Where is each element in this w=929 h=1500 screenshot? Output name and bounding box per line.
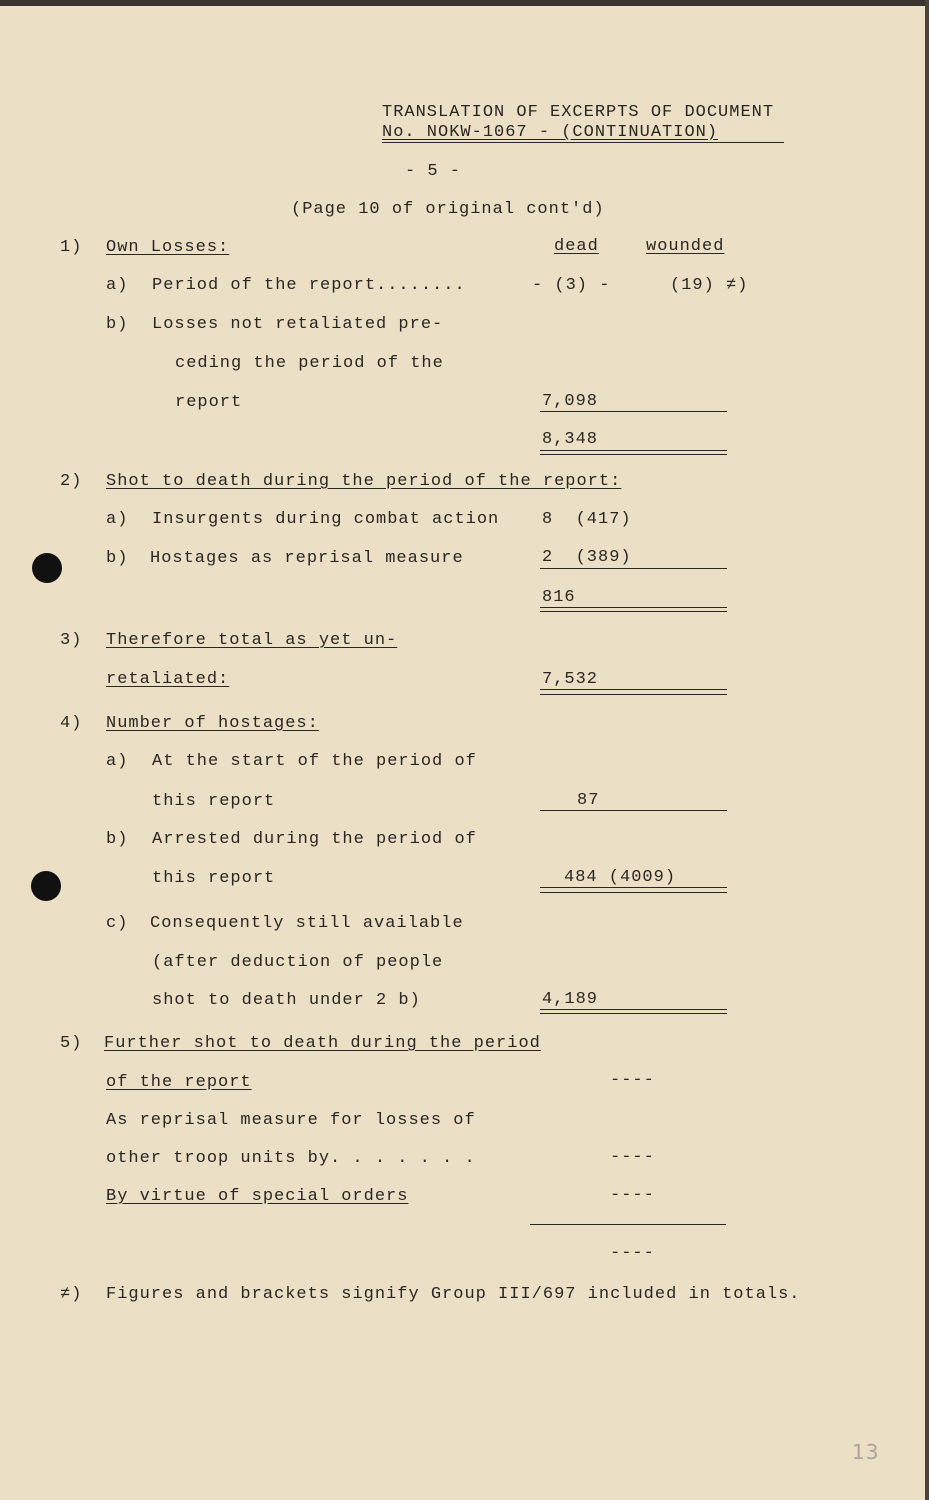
section1-a-label: a) xyxy=(106,276,129,295)
section5-line4-value: ---- xyxy=(610,1148,655,1167)
section3-line2: retaliated: xyxy=(106,670,230,689)
column-dead-header: dead xyxy=(554,237,599,256)
page-marker: - 5 - xyxy=(405,162,462,181)
section5-line5-value: ---- xyxy=(610,1186,655,1205)
section1-a-text: Period of the report........ xyxy=(152,276,466,295)
section3-underline-1 xyxy=(540,689,727,690)
punch-hole-lower xyxy=(31,871,61,901)
section4-a-line2: this report xyxy=(152,792,276,811)
section1-b-line2: ceding the period of the xyxy=(175,354,444,373)
section4-number: 4) xyxy=(60,714,83,733)
section2-b-value: 2 (389) xyxy=(542,548,632,567)
section4-b-underline-1 xyxy=(540,887,727,888)
top-edge xyxy=(0,0,929,6)
section2-number: 2) xyxy=(60,472,83,491)
source-page-note: (Page 10 of original cont'd) xyxy=(291,200,605,219)
section4-c-underline-2 xyxy=(540,1013,727,1014)
footnote-mark: ≠) xyxy=(60,1285,83,1304)
section5-total-rule xyxy=(530,1224,726,1225)
section2-a-value: 8 (417) xyxy=(542,510,632,529)
section5-line2-value: ---- xyxy=(610,1071,655,1090)
section4-b-value: 484 (4009) xyxy=(564,868,677,887)
section5-line2: of the report xyxy=(106,1073,252,1092)
section4-c-line2: (after deduction of people xyxy=(152,953,444,972)
section4-c-underline-1 xyxy=(540,1009,727,1010)
section3-line1: Therefore total as yet un- xyxy=(106,631,398,650)
section5-line3: As reprisal measure for losses of xyxy=(106,1111,476,1130)
section1-b-label: b) xyxy=(106,315,129,334)
section1-total-underline-2 xyxy=(540,454,727,455)
section4-c-value: 4,189 xyxy=(542,990,599,1009)
right-edge xyxy=(925,0,929,1500)
section5-number: 5) xyxy=(60,1034,83,1053)
section3-underline-2 xyxy=(540,694,727,695)
punch-hole-upper xyxy=(32,553,62,583)
header-underline xyxy=(382,142,784,143)
section1-b-underline xyxy=(540,411,727,412)
section4-b-underline-2 xyxy=(540,892,727,893)
section4-b-label: b) xyxy=(106,830,129,849)
section5-total: ---- xyxy=(610,1244,655,1263)
section4-a-line1: At the start of the period of xyxy=(152,752,477,771)
section4-c-line1: Consequently still available xyxy=(150,914,464,933)
section5-line5: By virtue of special orders xyxy=(106,1187,409,1206)
section4-a-label: a) xyxy=(106,752,129,771)
section3-number: 3) xyxy=(60,631,83,650)
section4-a-value: 87 xyxy=(577,791,600,810)
column-wounded-header: wounded xyxy=(646,237,725,256)
section1-b-value: 7,098 xyxy=(542,392,599,411)
section4-a-underline xyxy=(540,810,727,811)
header-title-line1: TRANSLATION OF EXCERPTS OF DOCUMENT xyxy=(382,103,775,122)
section4-c-label: c) xyxy=(106,914,129,933)
section5-line4: other troop units by. . . . . . . xyxy=(106,1149,476,1168)
section2-a-label: a) xyxy=(106,510,129,529)
section2-total: 816 xyxy=(542,588,576,607)
section1-total: 8,348 xyxy=(542,430,599,449)
section4-title: Number of hostages: xyxy=(106,714,319,733)
section2-b-underline xyxy=(540,568,727,569)
section1-a-wounded: (19) ≠) xyxy=(670,276,749,295)
section2-b-text: Hostages as reprisal measure xyxy=(150,549,464,568)
section1-total-underline-1 xyxy=(540,450,727,451)
section1-b-line1: Losses not retaliated pre- xyxy=(152,315,444,334)
section4-b-line1: Arrested during the period of xyxy=(152,830,477,849)
section1-title: Own Losses: xyxy=(106,238,230,257)
section4-b-line2: this report xyxy=(152,869,276,888)
section2-b-label: b) xyxy=(106,549,129,568)
section2-a-text: Insurgents during combat action xyxy=(152,510,500,529)
section2-total-underline-1 xyxy=(540,607,727,608)
section2-total-underline-2 xyxy=(540,611,727,612)
section4-c-line3: shot to death under 2 b) xyxy=(152,991,421,1010)
header-title-line2: No. NOKW-1067 - (CONTINUATION) xyxy=(382,123,719,142)
section5-line1: Further shot to death during the period xyxy=(104,1034,541,1053)
section1-b-line3: report xyxy=(175,393,243,412)
section2-title: Shot to death during the period of the report: xyxy=(106,472,622,491)
footnote-text: Figures and brackets signify Group III/697 included in totals. xyxy=(106,1285,801,1304)
section1-number: 1) xyxy=(60,238,83,257)
page-number: 13 xyxy=(852,1440,880,1464)
section3-value: 7,532 xyxy=(542,670,599,689)
section1-a-dead: - (3) - xyxy=(532,276,611,295)
